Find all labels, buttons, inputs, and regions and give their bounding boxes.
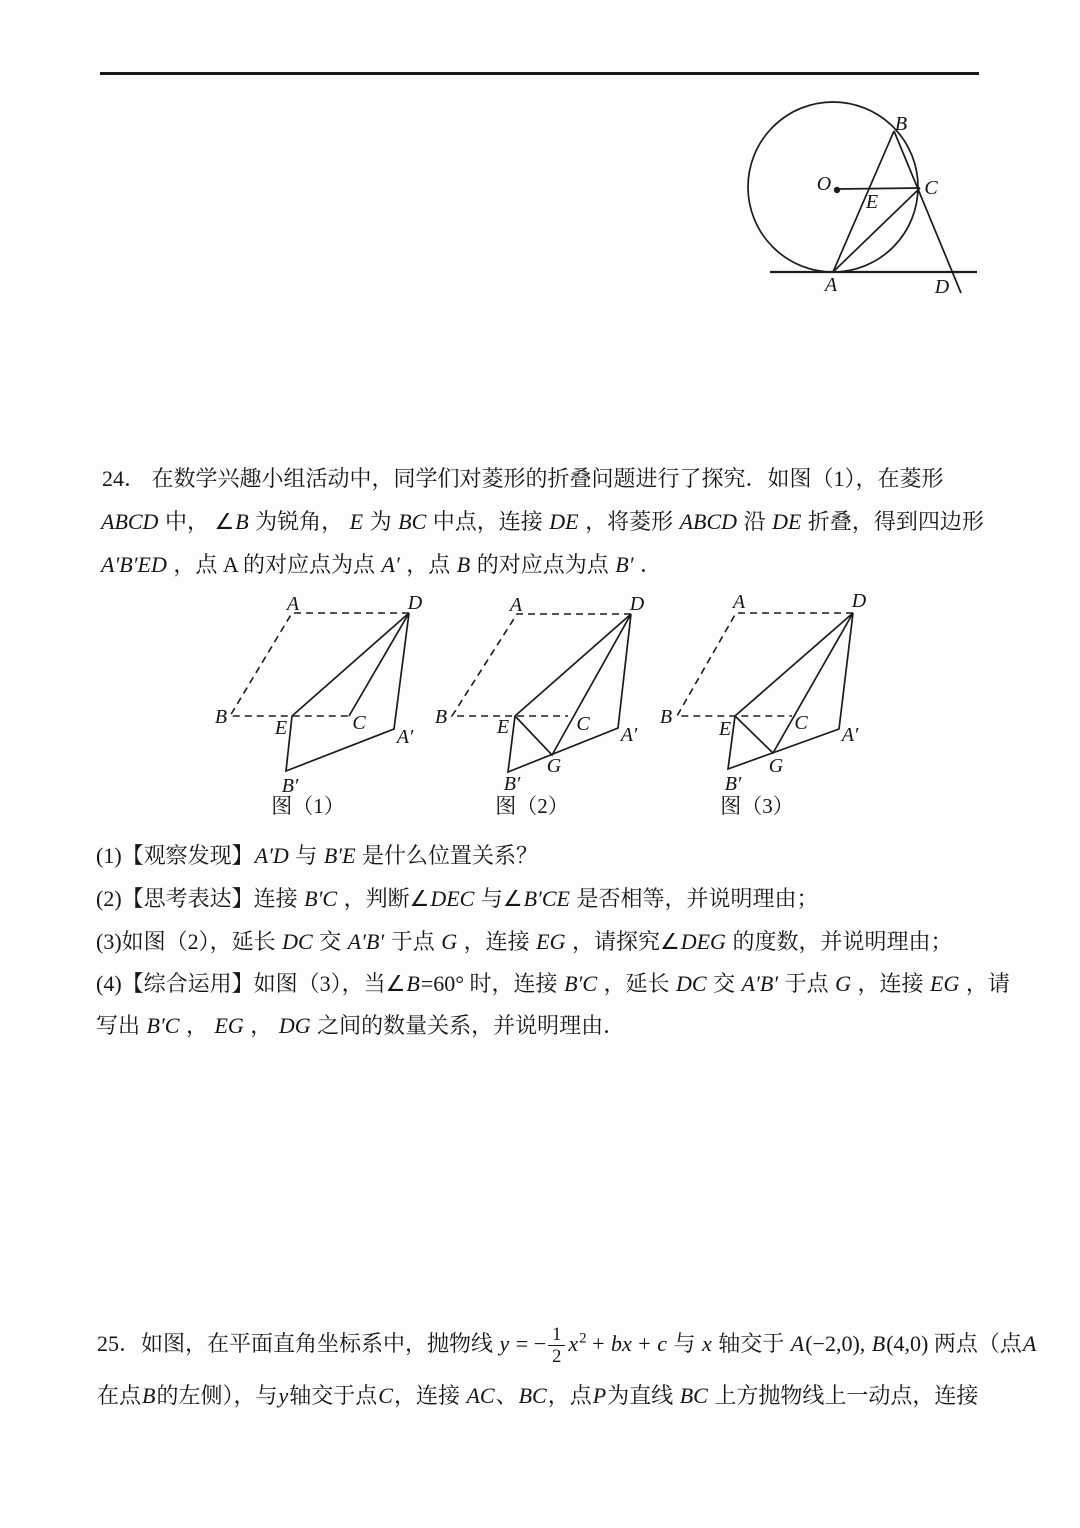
fig3-label-A: A [732, 591, 746, 613]
fig3-caption: 图（3） [720, 794, 794, 818]
circle-outline [748, 102, 918, 272]
fig3-label-A-prime: A′ [841, 724, 859, 746]
fold-figure-2 [435, 593, 645, 818]
line-BCD [894, 131, 961, 293]
fig2-label-G: G [546, 755, 562, 777]
fig1-label-A: A [286, 593, 300, 615]
problem-25-stem-line-1: 25．如图，在平面直角坐标系中，抛物线 y = − $\frac{1}{2}$ $x^2$ + bx + c 与 x 轴交于 A(−2,0), B(4,0) 两点（点A [97, 1324, 1037, 1367]
point-label-D: D [934, 276, 950, 298]
center-dot [834, 187, 840, 193]
fig1-label-E: E [274, 717, 288, 739]
problem-25-stem-line-2: 在点B的左侧），与y轴交于点C，连接 AC、BC，点P为直线 BC 上方抛物线上一动点，连接 [97, 1383, 979, 1408]
fig1-label-B-prime: B′ [281, 775, 299, 797]
fold-figure-1 [215, 592, 423, 818]
problem-24-stem-line-2: ABCD 中， ∠B 为锐角， E 为 BC 中点，连接 DE ，将菱形 ABCD 沿 DE 折叠，得到四边形 [101, 509, 984, 534]
problem-24-stem-line-1: 24． 在数学兴趣小组活动中，同学们对菱形的折叠问题进行了探究．如图（1），在菱形 [102, 466, 944, 491]
fig3-label-C: C [794, 712, 808, 734]
fig2-label-C: C [576, 713, 590, 735]
fig2-label-A: A [509, 594, 523, 616]
fig2-dashed-parallelogram [452, 614, 631, 716]
fig1-label-B: B [214, 706, 228, 728]
circle-geometry-figure [728, 86, 1004, 306]
problem-24-part-4: (4)【综合运用】如图（3），当∠B=60° 时，连接 B′C ，延长 DC 交 A′B′ 于点 G ，连接 EG ，请 [96, 971, 1010, 996]
fig1-solid-edges [286, 613, 409, 771]
fig2-label-A-prime: A′ [620, 724, 638, 746]
segment-OC [837, 188, 920, 189]
fig1-caption: 图（1） [271, 794, 345, 818]
fig2-label-E: E [496, 716, 510, 738]
fig2-label-B-prime: B′ [503, 773, 521, 795]
fig3-label-E: E [718, 718, 732, 740]
problem-24-stem-line-3: A′B′ED ，点 A 的对应点为点 A′ ，点 B 的对应点为点 B′ ． [101, 552, 663, 577]
fig1-label-A-prime: A′ [396, 726, 414, 748]
problem-24-part-3: (3)如图（2），延长 DC 交 A′B′ 于点 G ，连接 EG ，请探究∠DEG 的度数，并说明理由； [96, 929, 953, 954]
problem-24-part-1: (1)【观察发现】A′D 与 B′E 是什么位置关系？ [96, 843, 539, 868]
fig1-label-D: D [407, 592, 423, 614]
point-label-B: B [894, 113, 908, 135]
fold-figures [180, 583, 890, 831]
point-label-O: O [816, 173, 832, 195]
fig3-label-D: D [851, 590, 867, 612]
chord-AB [833, 131, 894, 272]
fig3-dashed-parallelogram [677, 613, 853, 716]
fig3-label-G: G [768, 755, 784, 777]
section-divider [100, 72, 979, 75]
fold-figure-3 [660, 590, 867, 818]
problem-24-part-4-continued: 写出 B′C ， EG ， DG 之间的数量关系，并说明理由． [96, 1013, 626, 1038]
problem-24-part-2: (2)【思考表达】连接 B′C ，判断∠DEC 与∠B′CE 是否相等，并说明理由； [96, 886, 819, 911]
fig3-solid-edges [728, 613, 853, 769]
fig2-caption: 图（2） [495, 794, 569, 818]
fig2-solid-edges [508, 614, 631, 772]
fig2-label-B: B [434, 706, 448, 728]
point-label-E: E [865, 191, 879, 213]
fig3-label-B: B [659, 706, 673, 728]
point-label-A: A [824, 274, 838, 296]
fig1-label-C: C [352, 712, 366, 734]
point-label-C: C [924, 177, 938, 199]
fig1-dashed-parallelogram [230, 613, 409, 716]
fig2-label-D: D [629, 593, 645, 615]
fig3-label-B-prime: B′ [724, 773, 742, 795]
